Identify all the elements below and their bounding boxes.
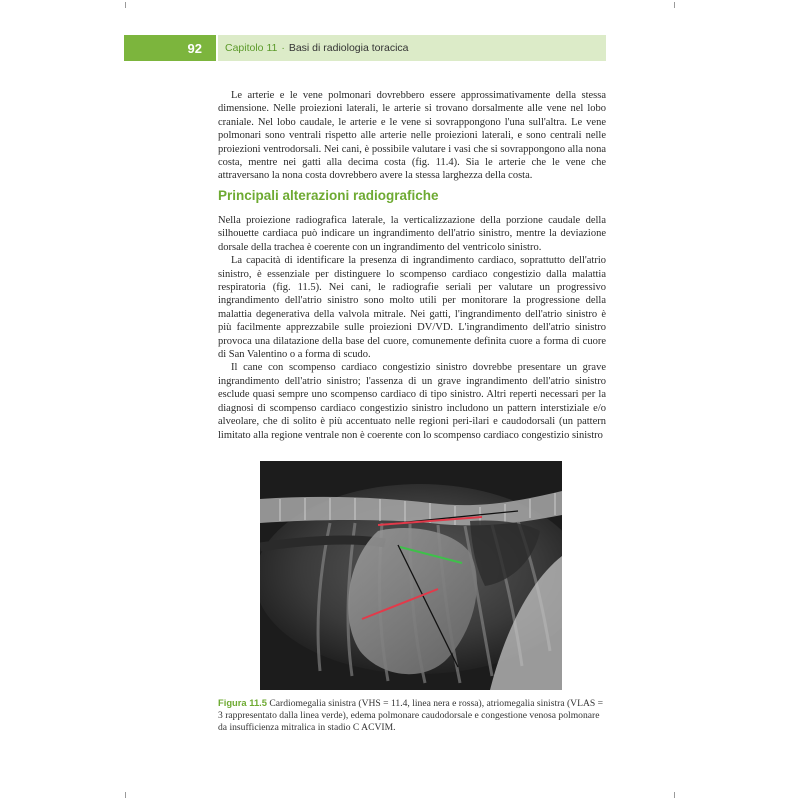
paragraph-1: Nella proiezione radiografica laterale, la verticalizzazione della porzione caudale della silhouette cardiaca può indicare un ingrandimento dell'atrio sinistro, mentre la deviazione dorsale della trachea è coerente con un ingrandimento del ventricolo sinistro. [218, 215, 606, 253]
main-text-block [218, 214, 606, 442]
figure-label: Figura 11.5 [218, 697, 267, 708]
section-title: Basi di radiologia toracica [288, 42, 409, 54]
radiograph-drawing [260, 461, 562, 690]
running-header [218, 35, 606, 61]
chapter-label: Capitolo 11 [225, 42, 278, 54]
section-heading: Principali alterazioni radiografiche [218, 188, 439, 203]
intro-paragraph: Le arterie e le vene polmonari dovrebbero essere approssimativamente della stessa dimensione. Nelle proiezioni laterali, le arterie si trovano dorsalmente alle vene nel lobo craniale. Nel lobo caudale, le arterie e le vene si sovrappongono l'una sull'altra. Le vene polmonari sono ventrali rispetto alle arterie nelle proiezioni laterali, e sono centrali nelle proiezioni ventrodorsali. Nei cani, è possibile valutare i vasi che si sovrappongono alla nona costa, mentre nei gatti alla decima costa (fig. 11.4). Sia le arterie che le vene che attraversano la nona costa dovrebbero avere la stessa larghezza della costa. [218, 90, 606, 182]
figure-caption [218, 697, 606, 733]
crop-mark-top-left [125, 2, 126, 8]
intro-text-block [218, 89, 606, 183]
paragraph-2: La capacità di identificare la presenza di ingrandimento cardiaco, soprattutto dell'atrio sinistro, è essenziale per distinguere lo scompenso cardiaco congestizio dalla malattia respiratoria (fig. 11.5). Nei cani, le radiografie seriali per valutare un progressivo ingrandimento dell'atrio sinistro sono molto utili per monitorare la progressione della malattia degenerativa della valvola mitrale. Nei gatti, l'ingrandimento dell'atrio sinistro è più facilmente apprezzabile sulle proiezioni DV/VD. L'ingrandimento dell'atrio sinistro provoca una dilatazione della base del cuore, comunemente definita cuore a forma di cuore di San Valentino o a forma di scudo. [218, 255, 606, 361]
crop-mark-bottom-left [125, 792, 126, 798]
crop-mark-top-right [674, 2, 675, 8]
crop-mark-bottom-right [674, 792, 675, 798]
page-number: 92 [124, 35, 216, 61]
figure-caption-text: Cardiomegalia sinistra (VHS = 11.4, linea nera e rossa), atriomegalia sinistra (VLAS = 3 rappresentato dalla linea verde), edema polmonare caudodorsale e congestione venosa polmonare da insufficienza mitralica in stadio C ACVIM. [218, 698, 604, 733]
paragraph-3: Il cane con scompenso cardiaco congestizio sinistro dovrebbe presentare un grave ingrandimento dell'atrio sinistro; l'assenza di un grave ingrandimento dell'atrio sinistro esclude quasi sempre uno scompenso cardiaco di tipo sinistro. Altri reperti necessari per la diagnosi di scompenso cardiaco congestizio sinistro includono un pattern interstiziale e/o alveolare, che di solito è più accentuato nelle regioni peri-ilari e caudodorsali (un pattern limitato alla regione ventrale non è coerente con lo scompenso cardiaco congestizio sinistro [218, 362, 606, 441]
radiograph-image [260, 461, 562, 690]
header-separator: · [281, 42, 285, 54]
